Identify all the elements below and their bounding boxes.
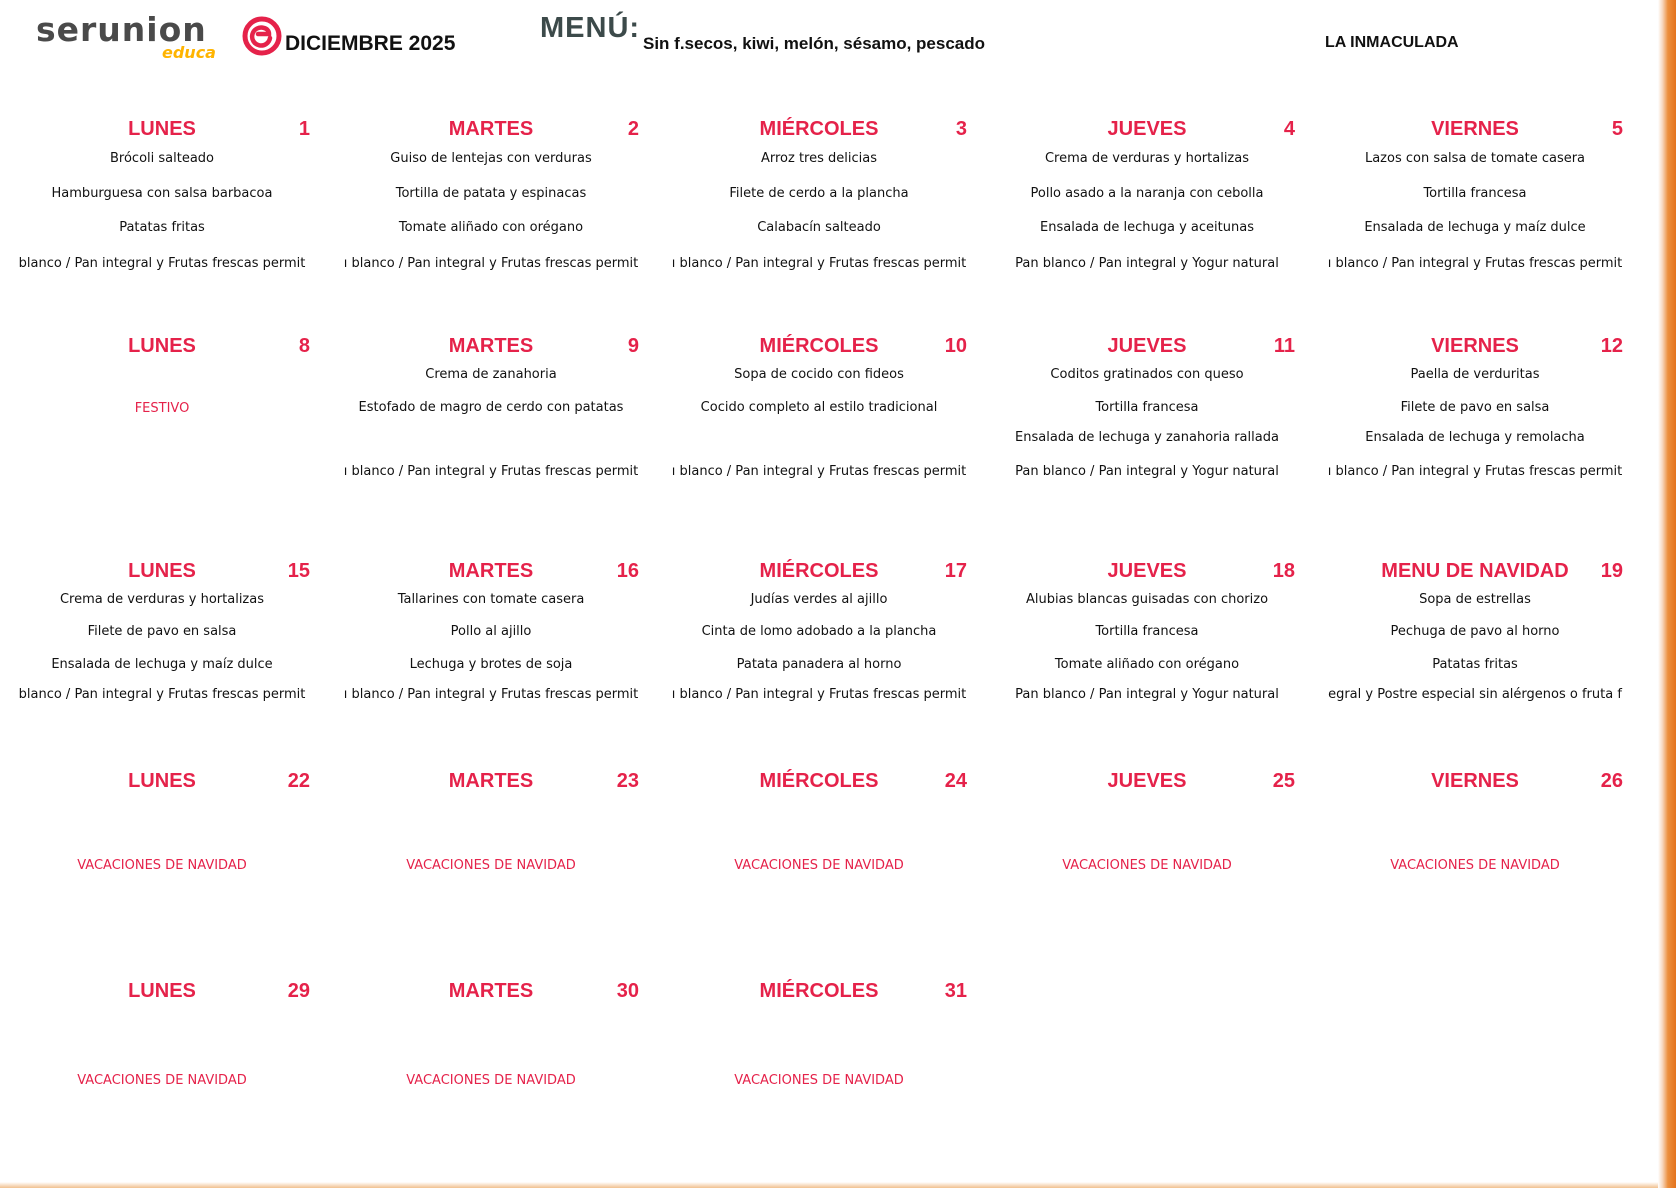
day-number: 5	[1611, 118, 1623, 140]
day-number: 19	[1600, 560, 1623, 582]
page-bottom-edge	[0, 1182, 1658, 1188]
menu-dish: Tomate aliñado con orégano	[1054, 657, 1240, 672]
menu-dish: Brócoli salteado	[109, 151, 214, 166]
day-notice: VACACIONES DE NAVIDAD	[1062, 858, 1232, 873]
day-name: VIERNES	[1431, 770, 1519, 792]
menu-dish: Ensalada de lechuga y aceitunas	[1040, 220, 1254, 235]
day-notice: VACACIONES DE NAVIDAD	[77, 1073, 247, 1088]
day-number: 25	[1272, 770, 1295, 792]
day-name: LUNES	[128, 118, 196, 140]
day-name: MIÉRCOLES	[759, 560, 879, 582]
menu-dish: Estofado de magro de cerdo con patatas	[358, 400, 624, 415]
menu-dish: Coditos gratinados con queso	[1050, 367, 1244, 382]
day-cell	[999, 560, 1295, 710]
day-number: 15	[287, 560, 310, 582]
day-number: 26	[1600, 770, 1623, 792]
menu-dish: Cocido completo al estilo tradicional	[700, 400, 938, 415]
menu-dish: Filete de pavo en salsa	[1400, 400, 1550, 415]
menu-dish: Tomate aliñado con orégano	[398, 220, 584, 235]
month-title: DICIEMBRE 2025	[285, 32, 456, 55]
day-name: JUEVES	[1107, 118, 1187, 140]
day-number: 23	[616, 770, 639, 792]
menu-dish: Filete de cerdo a la plancha	[729, 186, 909, 201]
menu-dish: Tortilla francesa	[1423, 186, 1527, 201]
day-cell	[343, 560, 639, 710]
day-name: VIERNES	[1431, 335, 1519, 357]
day-cell	[671, 335, 967, 485]
bread-dessert-line: Pan blanco / Pan integral y Yogur natural	[1015, 687, 1279, 702]
menu-dish: Tallarines con tomate casera	[397, 592, 585, 607]
day-name: MARTES	[448, 335, 534, 357]
day-number: 3	[955, 118, 967, 140]
day-number: 10	[944, 335, 967, 357]
day-cell	[1327, 118, 1623, 271]
day-number: 16	[616, 560, 639, 582]
bread-dessert-line: ı blanco / Pan integral y Frutas frescas permit	[1327, 256, 1623, 271]
serunion-logo	[36, 10, 256, 62]
day-number: 11	[1273, 335, 1295, 357]
day-cell	[343, 770, 639, 920]
day-number: 30	[616, 980, 639, 1002]
day-cell	[14, 770, 310, 920]
day-name: LUNES	[128, 980, 196, 1002]
day-name: MENU DE NAVIDAD	[1381, 560, 1569, 582]
bread-dessert-line: Pan blanco / Pan integral y Yogur natural	[1015, 464, 1279, 479]
bread-dessert-line: ı blanco / Pan integral y Frutas frescas permit	[343, 464, 639, 479]
day-notice: VACACIONES DE NAVIDAD	[77, 858, 247, 873]
menu-dish: Calabacín salteado	[757, 220, 881, 235]
day-name: MARTES	[448, 560, 534, 582]
menu-dish: Sopa de cocido con fideos	[734, 367, 904, 382]
day-notice: FESTIVO	[134, 401, 190, 416]
day-number: 18	[1272, 560, 1295, 582]
menu-dish: Patata panadera al horno	[736, 657, 902, 672]
swirl-icon	[242, 16, 282, 56]
menu-dish: Sopa de estrellas	[1419, 592, 1531, 607]
day-cell	[999, 335, 1295, 485]
logo-wordmark: serunion	[36, 10, 207, 49]
bread-dessert-line: ı blanco / Pan integral y Frutas frescas permit	[343, 256, 639, 271]
bread-dessert-line: blanco / Pan integral y Frutas frescas permit	[18, 256, 306, 271]
menu-dish: Hamburguesa con salsa barbacoa	[51, 186, 273, 201]
bread-dessert-line: ı blanco / Pan integral y Frutas frescas permit	[343, 687, 639, 702]
day-notice: VACACIONES DE NAVIDAD	[734, 1073, 904, 1088]
menu-dish: Alubias blancas guisadas con chorizo	[1025, 592, 1269, 607]
bread-dessert-line: ı blanco / Pan integral y Frutas frescas permit	[671, 687, 967, 702]
bread-dessert-line: ı blanco / Pan integral y Frutas frescas permit	[671, 464, 967, 479]
day-name: MARTES	[448, 118, 534, 140]
day-notice: VACACIONES DE NAVIDAD	[734, 858, 904, 873]
day-cell	[14, 118, 310, 271]
menu-dish: Ensalada de lechuga y zanahoria rallada	[1015, 430, 1279, 445]
day-name: MIÉRCOLES	[759, 980, 879, 1002]
menu-dish: Tortilla de patata y espinacas	[395, 186, 587, 201]
day-cell	[671, 560, 967, 710]
day-name: VIERNES	[1431, 118, 1519, 140]
menu-label: MENÚ:	[540, 12, 641, 44]
menu-dish: Crema de verduras y hortalizas	[59, 592, 264, 607]
orange-page-edge	[1658, 0, 1676, 1188]
menu-dish: Tortilla francesa	[1095, 624, 1199, 639]
menu-dish: Judías verdes al ajillo	[750, 592, 888, 607]
day-number: 17	[944, 560, 967, 582]
day-cell	[1327, 770, 1623, 920]
day-name: MARTES	[448, 980, 534, 1002]
day-number: 9	[627, 335, 639, 357]
day-cell	[999, 770, 1295, 920]
menu-dish: Patatas fritas	[1432, 657, 1518, 672]
day-name: MIÉRCOLES	[759, 335, 879, 357]
day-name: LUNES	[128, 335, 196, 357]
day-number: 1	[298, 118, 310, 140]
school-name: LA INMACULADA	[1325, 34, 1459, 51]
day-cell	[343, 118, 639, 271]
day-cell	[671, 980, 967, 1130]
day-cell	[14, 560, 310, 710]
day-notice: VACACIONES DE NAVIDAD	[1390, 858, 1560, 873]
day-name: JUEVES	[1107, 335, 1187, 357]
bread-dessert-line: ı blanco / Pan integral y Frutas frescas permit	[671, 256, 967, 271]
menu-allergens-subtitle: Sin f.secos, kiwi, melón, sésamo, pescado	[643, 34, 986, 53]
day-number: 29	[287, 980, 310, 1002]
bread-dessert-line: Pan blanco / Pan integral y Yogur natural	[1015, 256, 1279, 271]
bread-dessert-line: egral y Postre especial sin alérgenos o fruta f	[1328, 687, 1622, 702]
bread-dessert-line: ı blanco / Pan integral y Frutas frescas permit	[1327, 464, 1623, 479]
day-number: 2	[627, 118, 639, 140]
day-cell	[1327, 560, 1623, 710]
day-cell	[671, 770, 967, 920]
menu-dish: Pollo asado a la naranja con cebolla	[1030, 186, 1264, 201]
menu-dish: Ensalada de lechuga y maíz dulce	[51, 657, 273, 672]
menu-dish: Guiso de lentejas con verduras	[390, 151, 592, 166]
day-name: LUNES	[128, 770, 196, 792]
menu-dish: Tortilla francesa	[1095, 400, 1199, 415]
day-number: 8	[298, 335, 310, 357]
menu-dish: Crema de verduras y hortalizas	[1044, 151, 1249, 166]
day-number: 12	[1600, 335, 1623, 357]
day-number: 4	[1283, 118, 1295, 140]
menu-dish: Lazos con salsa de tomate casera	[1364, 151, 1586, 166]
menu-dish: Crema de zanahoria	[425, 367, 557, 382]
day-cell	[1327, 335, 1623, 485]
day-name: MARTES	[448, 770, 534, 792]
day-number: 24	[944, 770, 967, 792]
day-number: 31	[944, 980, 967, 1002]
day-number: 22	[287, 770, 310, 792]
day-cell	[14, 980, 310, 1130]
day-name: JUEVES	[1107, 560, 1187, 582]
day-name: LUNES	[128, 560, 196, 582]
bread-dessert-line: blanco / Pan integral y Frutas frescas permit	[18, 687, 306, 702]
day-name: MIÉRCOLES	[759, 118, 879, 140]
day-cell	[14, 335, 310, 485]
menu-dish: Paella de verduritas	[1410, 367, 1540, 382]
logo-subtext: educa	[162, 43, 216, 62]
day-notice: VACACIONES DE NAVIDAD	[406, 858, 576, 873]
menu-dish: Pechuga de pavo al horno	[1390, 624, 1560, 639]
menu-dish: Pollo al ajillo	[450, 624, 532, 639]
day-cell	[343, 335, 639, 485]
day-name: MIÉRCOLES	[759, 770, 879, 792]
day-cell	[671, 118, 967, 271]
menu-dish: Arroz tres delicias	[760, 151, 877, 166]
day-notice: VACACIONES DE NAVIDAD	[406, 1073, 576, 1088]
menu-dish: Ensalada de lechuga y remolacha	[1365, 430, 1585, 445]
menu-dish: Cinta de lomo adobado a la plancha	[701, 624, 937, 639]
menu-dish: Lechuga y brotes de soja	[409, 657, 573, 672]
day-name: JUEVES	[1107, 770, 1187, 792]
menu-dish: Filete de pavo en salsa	[87, 624, 237, 639]
day-cell	[343, 980, 639, 1130]
day-cell	[999, 118, 1295, 271]
menu-dish: Patatas fritas	[119, 220, 205, 235]
menu-dish: Ensalada de lechuga y maíz dulce	[1364, 220, 1586, 235]
